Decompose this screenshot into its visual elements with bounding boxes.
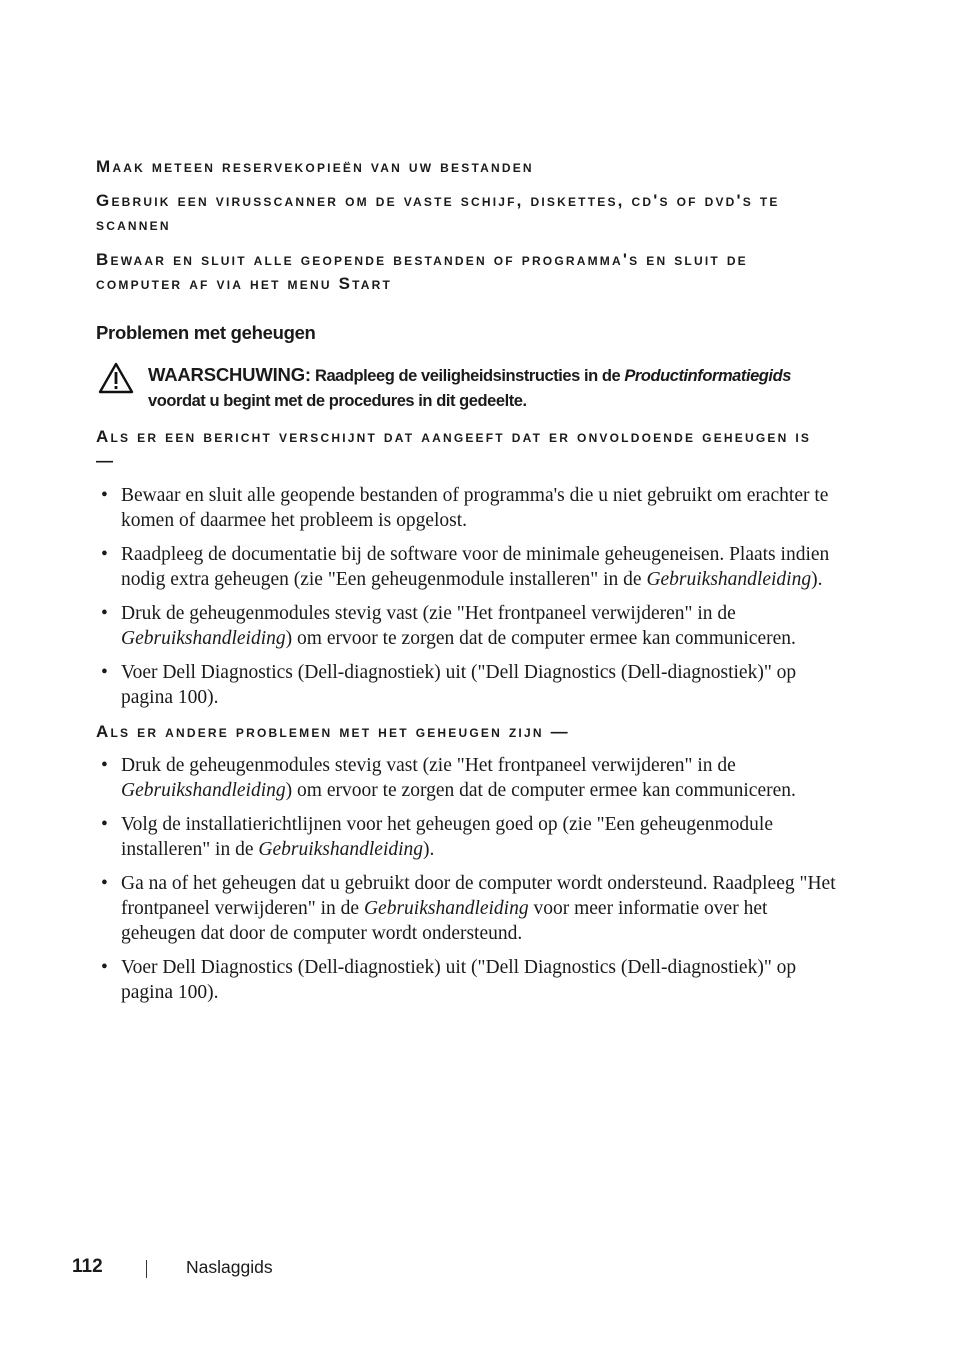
list-item-text: Volg de installatierichtlijnen voor het geheugen goed op (zie "Een geheugenmodule installeren" in de — [121, 814, 773, 860]
section-title: Problemen met geheugen — [96, 322, 316, 343]
list-item — [96, 812, 836, 862]
warning-label: WAARSCHUWING: — [148, 364, 311, 385]
list-item-doc: Gebruikshandleiding — [363, 898, 529, 919]
list-item — [96, 871, 836, 946]
list-item — [96, 660, 836, 710]
list-item-text: Raadpleeg de documentatie bij de software voor de minimale geheugeneisen. Plaats indien nodig extra geheugen (zie "Een geheugenmodule installeren" in de — [121, 544, 830, 590]
page-footer — [72, 1256, 472, 1284]
list-item — [96, 955, 836, 1005]
warning-doc-title: Productinformatiegids — [624, 367, 791, 385]
warning-text-after: voordat u begint met de procedures in dit gedeelte. — [148, 392, 527, 410]
list-item — [96, 753, 836, 803]
list-item-doc: Gebruikshandleiding — [121, 628, 286, 649]
list-item-text: Druk de geheugenmodules stevig vast (zie "Het frontpaneel verwijderen" in de — [121, 603, 736, 624]
list-item-text-end: voor meer informatie over het geheugen dat door de computer wordt ondersteund. — [121, 898, 768, 944]
list-item-text-end: ). — [423, 839, 435, 860]
list-item-doc: Gebruikshandleiding — [258, 839, 424, 860]
heading-virusscan: Gebruik een virusscanner om de vaste schijf, diskettes, cd's of dvd's te scannen — [96, 191, 780, 234]
heading-save-and-shutdown — [96, 248, 831, 296]
heading-other-memory-problems: Als er andere problemen met het geheugen zijn — — [96, 722, 570, 741]
heading-save-text: Bewaar en sluit alle geopende bestanden of programma's en sluit de computer af via het menu — [96, 250, 748, 293]
warning-text — [148, 362, 838, 414]
list-item-text: Voer Dell Diagnostics (Dell-diagnostiek) uit ("Dell Diagnostics (Dell-diagnostiek)" op pagina 100). — [121, 662, 797, 708]
list-item-doc: Gebruikshandleiding — [646, 569, 812, 590]
list-item-text: Ga na of het geheugen dat u gebruikt door de computer wordt ondersteund. Raadpleeg "Het frontpaneel verwijderen" in de — [121, 873, 836, 919]
list-item — [96, 483, 836, 533]
list-item-text: Voer Dell Diagnostics (Dell-diagnostiek) uit ("Dell Diagnostics (Dell-diagnostiek)" op pagina 100). — [121, 957, 797, 1003]
list-item — [96, 601, 836, 651]
list-item-text-end: ). — [811, 569, 823, 590]
warning-text-before: Raadpleeg de veiligheidsinstructies in de — [310, 367, 625, 385]
list-item — [96, 542, 836, 592]
list-item-text-end: ) om ervoor te zorgen dat de computer ermee kan communiceren. — [285, 780, 796, 801]
list-item-text: Bewaar en sluit alle geopende bestanden of programma's die u niet gebruikt om erachter te komen of daarmee het probleem is opgelost. — [121, 485, 829, 531]
list-item-text-end: ) om ervoor te zorgen dat de computer ermee kan communiceren. — [285, 628, 796, 649]
warning-triangle-icon — [98, 362, 134, 394]
footer-title: Naslaggids — [186, 1257, 273, 1277]
heading-backup: Maak meteen reservekopieën van uw bestanden — [96, 157, 534, 176]
footer-divider — [146, 1260, 147, 1278]
heading-start-menu: Start — [338, 274, 393, 293]
insufficient-memory-list — [96, 483, 836, 719]
heading-insufficient-memory: Als er een bericht verschijnt dat aangeeft dat er onvoldoende geheugen is — — [96, 427, 812, 470]
list-item-text: Druk de geheugenmodules stevig vast (zie "Het frontpaneel verwijderen" in de — [121, 755, 736, 776]
page-number: 112 — [72, 1256, 103, 1277]
other-memory-problems-list — [96, 753, 836, 1014]
list-item-doc: Gebruikshandleiding — [121, 780, 286, 801]
